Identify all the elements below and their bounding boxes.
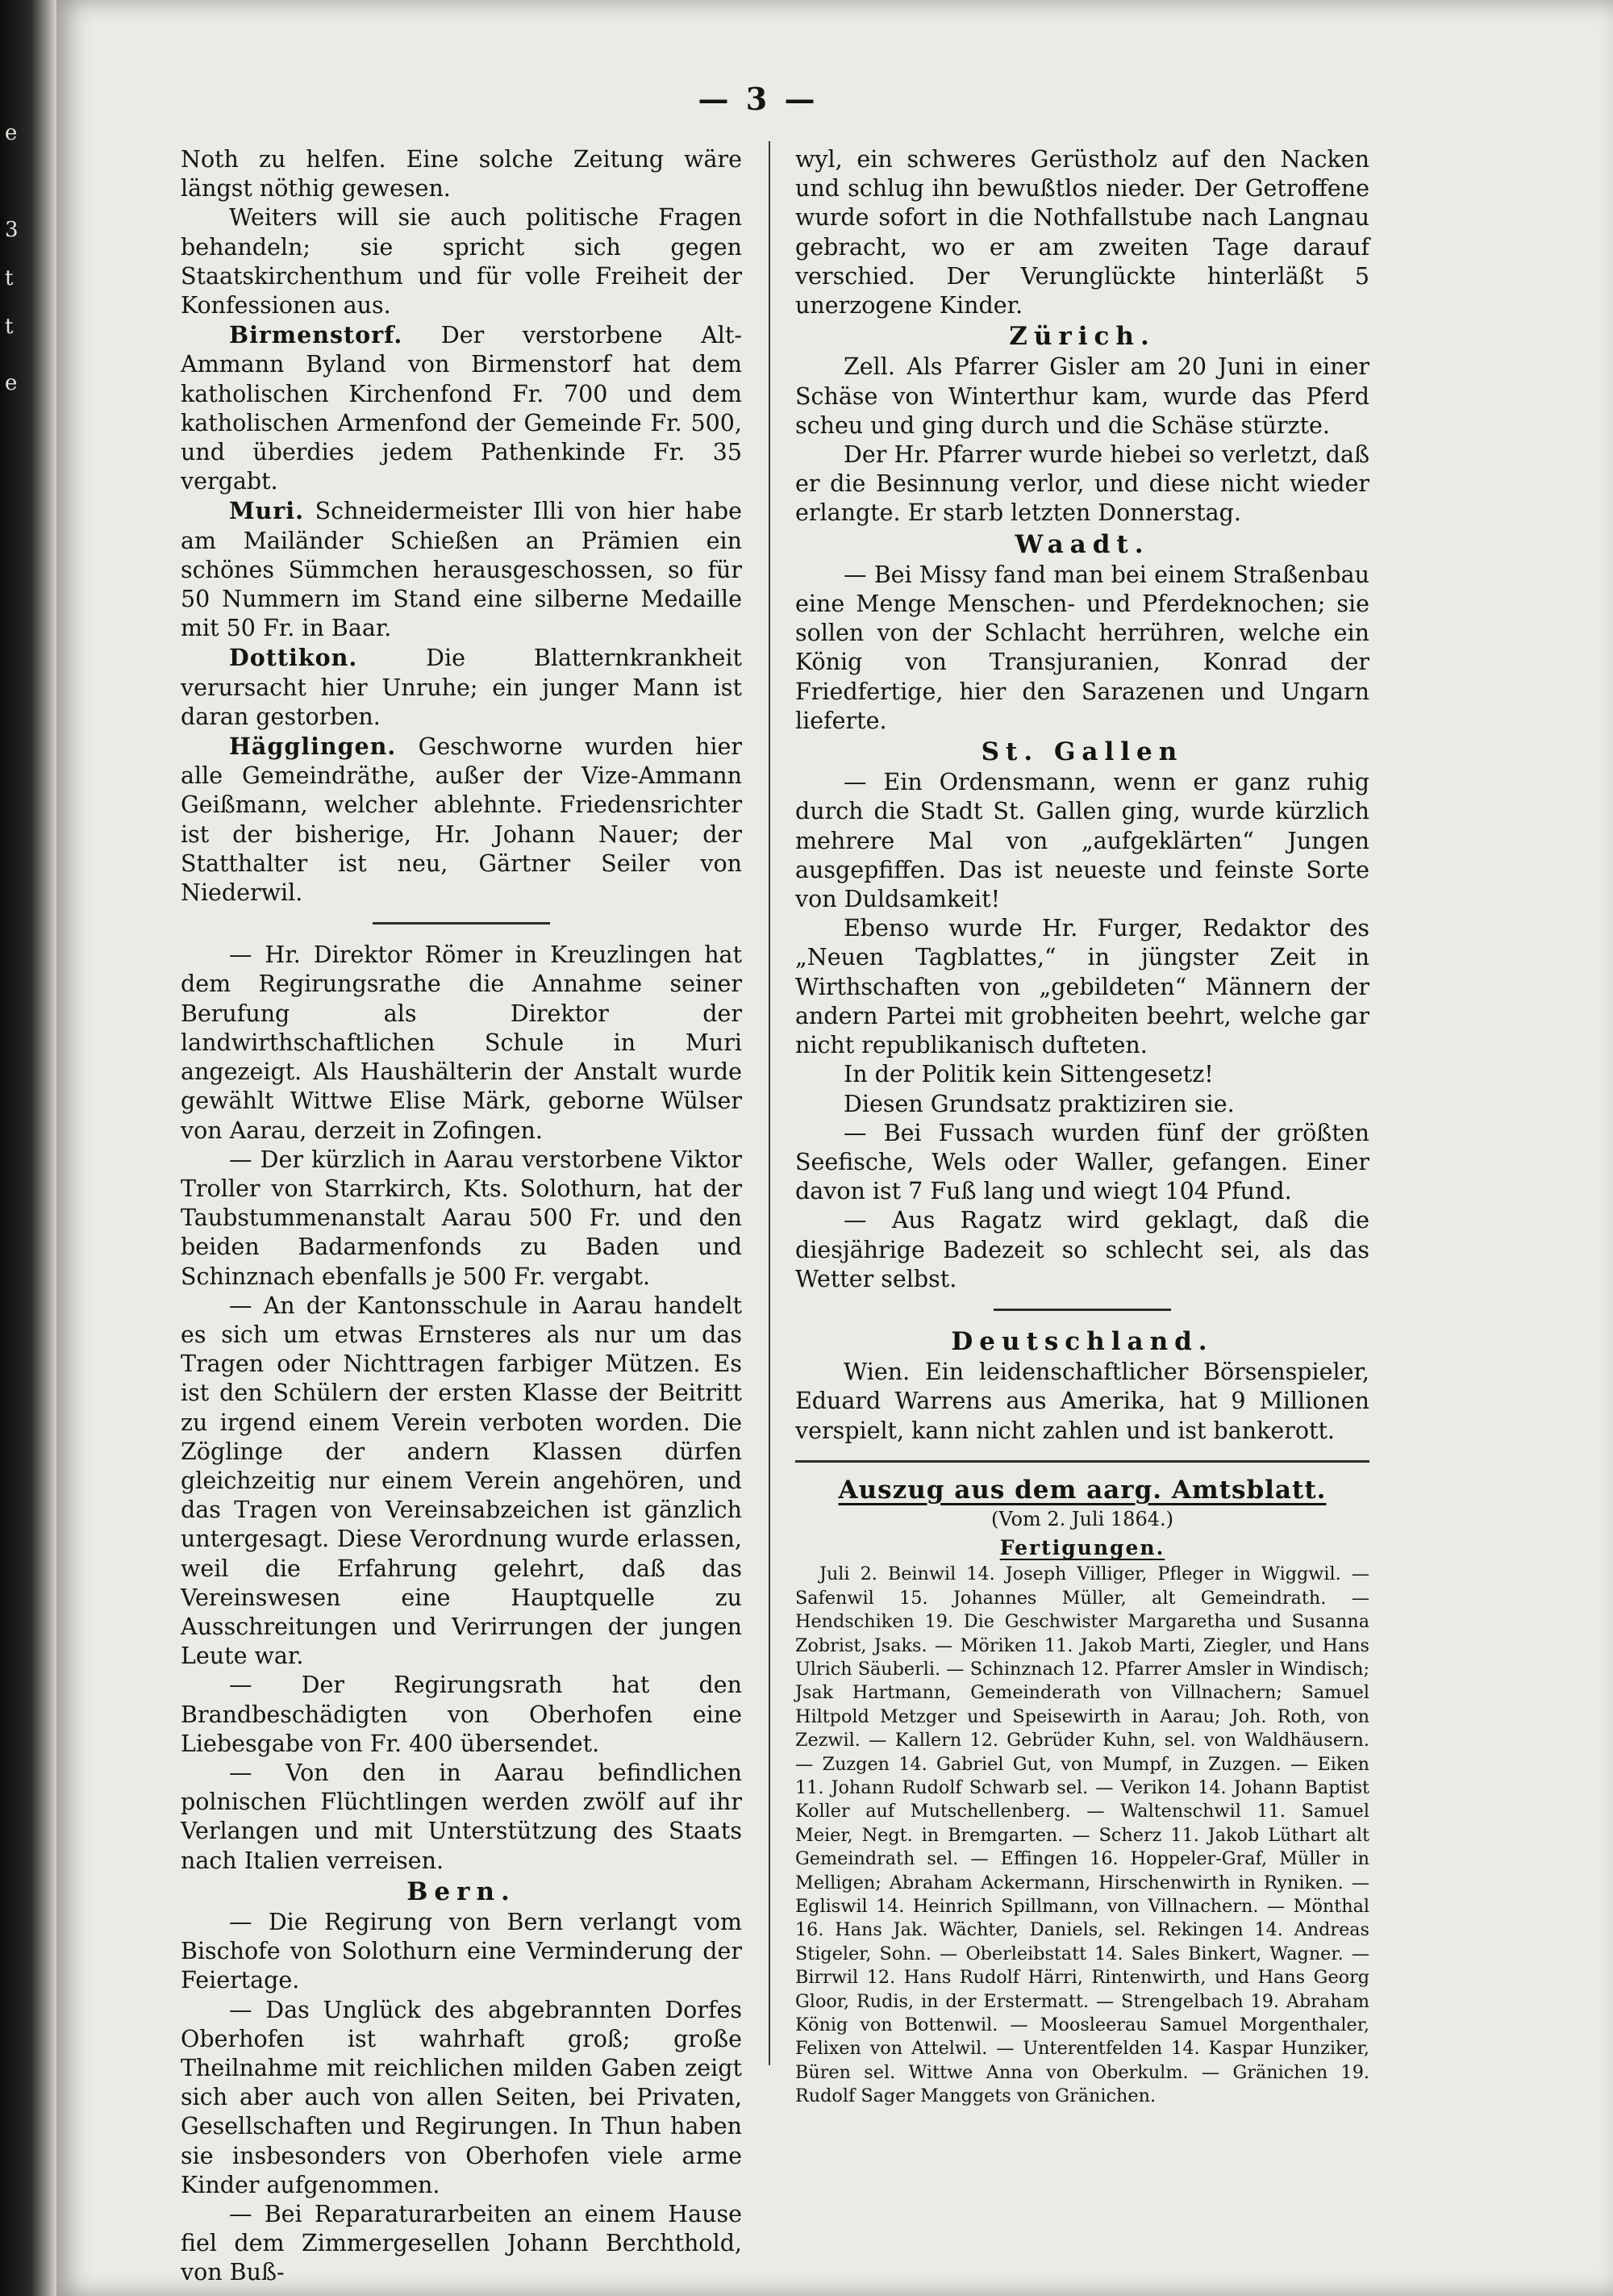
article-paragraph <box>795 1358 1369 1446</box>
section-heading: Deutschland. <box>951 1326 1214 1356</box>
facing-page-fragment: t <box>5 315 14 339</box>
article-paragraph <box>181 203 742 320</box>
place-name-heading: Hägglingen. <box>229 733 397 761</box>
article-paragraph <box>795 145 1369 320</box>
paragraph-text: — Bei Reparaturarbeiten an einem Hause fiel dem Zimmergesellen Johann Berchthold, von Buß- <box>181 2201 742 2286</box>
section-heading: Bern. <box>406 1876 516 1906</box>
paragraph-text: Geschworne wurden hier alle Gemeindräthe, außer der Vize-Ammann Geißmann, welcher ablehnte. Friedensrichter ist der bisherige, Hr. Johann Nauer; der Statthalter ist neu, Gärtner Seiler von Niederwil. <box>181 733 742 907</box>
article-paragraph <box>795 440 1369 528</box>
article-paragraph <box>795 1206 1369 1294</box>
paragraph-text: Schneidermeister Illi von hier habe am Mailänder Schießen an Prämien ein schönes Sümmchen herausgeschossen, so für 50 Nummern im Stand eine silberne Medaille mit 50 Fr. in Baar. <box>181 498 742 642</box>
paragraph-text: — Die Regirung von Bern verlangt vom Bischofe von Solothurn eine Verminderung der Feiertage. <box>181 1908 742 1994</box>
article-paragraph <box>181 145 742 203</box>
column-divider <box>769 141 770 2065</box>
paragraph-text: — Aus Ragatz wird geklagt, daß die diesjährige Badezeit so schlecht sei, als das Wetter selbst. <box>795 1207 1369 1292</box>
article-paragraph <box>795 353 1369 440</box>
article-paragraph <box>181 1996 742 2200</box>
paragraph-text: Ebenso wurde Hr. Furger, Redaktor des „Neuen Tagblattes,“ in jüngster Zeit in Wirthschaften von „gebildeten“ Männern der andern Partei mit grobheiten beehrt, welche gar nicht republikanisch dufteten. <box>795 915 1369 1059</box>
facing-page-fragment: e <box>5 121 18 145</box>
article-paragraph <box>795 1119 1369 1207</box>
section-divider <box>994 1309 1171 1311</box>
paragraph-text: — Bei Missy fand man bei einem Straßenbau eine Menge Menschen- und Pferdeknochen; sie sollen von der Schlacht herrühren, welche ein König von Transjuranien, Konrad der Friedfertige, hier den Sarazenen und Ungarn lieferte. <box>795 561 1369 734</box>
article-paragraph <box>181 643 742 732</box>
paragraph-text: — Bei Fussach wurden fünf der größten Seefische, Wels oder Waller, gefangen. Einer davon ist 7 Fuß lang und wiegt 104 Pfund. <box>795 1119 1369 1205</box>
section-heading: St. Gallen <box>981 737 1184 767</box>
excerpt-divider <box>795 1460 1369 1463</box>
facing-page-fragment: e <box>5 371 18 395</box>
paragraph-text: Der Hr. Pfarrer wurde hiebei so verletzt, daß er die Besinnung verlor, und diese nicht wieder erlangte. Er starb letzten Donnerstag. <box>795 441 1369 527</box>
article-paragraph <box>181 1292 742 1672</box>
paragraph-text: — Hr. Direktor Römer in Kreuzlingen hat dem Regirungsrathe die Annahme seiner Berufung als Direktor der landwirthschaftlichen Schule in Muri angezeigt. Als Haushälterin der Anstalt wurde gewählt Wittwe Elise Märk, geborne Wülser von Aarau, derzeit in Zofingen. <box>181 941 742 1144</box>
paragraph-text: — Der kürzlich in Aarau verstorbene Viktor Troller von Starrkirch, Kts. Solothurn, hat der Taubstummenanstalt Aarau 500 Fr. und den beiden Badarmenfonds zu Baden und Schinznach ebenfalls je 500 Fr. vergabt. <box>181 1146 742 1290</box>
paragraph-text: — Der Regirungsrath hat den Brandbeschädigten von Oberhofen eine Liebesgabe von Fr. 400 übersendet. <box>181 1672 742 1757</box>
article-paragraph <box>181 1146 742 1292</box>
paragraph-text: In der Politik kein Sittengesetz! <box>844 1061 1214 1088</box>
place-name-heading: Dottikon. <box>229 644 358 672</box>
article-paragraph <box>181 496 742 643</box>
paragraph-text: Noth zu helfen. Eine solche Zeitung wäre längst nöthig gewesen. <box>181 146 742 202</box>
article-paragraph <box>795 1060 1369 1089</box>
excerpt-title: Auszug aus dem aarg. Amtsblatt. <box>838 1475 1327 1505</box>
book-spine-edge <box>0 0 56 2296</box>
article-paragraph <box>795 561 1369 736</box>
article-paragraph <box>795 914 1369 1060</box>
article-paragraph <box>181 1908 742 1996</box>
left-column <box>181 145 742 2288</box>
paragraph-text: — Das Unglück des abgebrannten Dorfes Oberhofen ist wahrhaft groß; große Theilnahme mit reichlichen milden Gaben zeigt sich aber auch von allen Seiten, bei Privaten, Gesellschaften und Regirungen. In Thun haben sie insbesonders von Oberhofen viele arme Kinder aufgenommen. <box>181 1996 742 2198</box>
section-heading: Waadt. <box>1015 529 1150 559</box>
section-divider <box>373 922 550 925</box>
place-name-heading: Birmenstorf. <box>229 321 403 349</box>
paragraph-text: Zell. Als Pfarrer Gisler am 20 Juni in einer Schäse von Winterthur kam, wurde das Pferd scheu und ging durch und die Schäse stürzte. <box>795 353 1369 439</box>
paragraph-text: Diesen Grundsatz praktiziren sie. <box>844 1090 1235 1117</box>
article-paragraph <box>181 1759 742 1876</box>
paragraph-text: wyl, ein schweres Gerüstholz auf den Nacken und schlug ihn bewußtlos nieder. Der Getroffene wurde sofort in die Nothfallstube nach Langnau gebracht, wo er am zweiten Tage darauf verschied. Der Verunglückte hinterläßt 5 unerzogene Kinder. <box>795 146 1369 319</box>
article-paragraph <box>181 732 742 908</box>
paragraph-text: — Ein Ordensmann, wenn er ganz ruhig durch die Stadt St. Gallen ging, wurde kürzlich mehrere Mal von „aufgeklärten“ Jungen ausgepfiffen. Das ist neueste und feinste Sorte von Duldsamkeit! <box>795 769 1369 913</box>
article-paragraph <box>795 768 1369 914</box>
right-column <box>795 145 1369 2109</box>
paragraph-text: Der verstorbene Alt-Ammann Byland von Birmenstorf hat dem katholischen Kirchenfond Fr. 700 und dem katholischen Armenfond der Gemeinde Fr. 500, und überdies jedem Pathenkinde Fr. 35 vergabt. <box>181 322 742 495</box>
paragraph-text: Wien. Ein leidenschaftlicher Börsenspieler, Eduard Warrens aus Amerika, hat 9 Millionen verspielt, kann nicht zahlen und ist bankerott. <box>795 1359 1369 1444</box>
article-paragraph <box>181 320 742 496</box>
place-name-heading: Muri. <box>229 497 305 525</box>
facing-page-fragment: t <box>5 266 14 290</box>
paragraph-text: Die Blatternkrankheit verursacht hier Unruhe; ein junger Mann ist daran gestorben. <box>181 645 742 730</box>
article-paragraph <box>795 1090 1369 1119</box>
facing-page-fragment: 3 <box>5 218 19 242</box>
paragraph-text: — An der Kantonsschule in Aarau handelt es sich um etwas Ernsteres als nur um das Tragen oder Nichttragen farbiger Mützen. Es ist den Schülern der ersten Klasse der Beitritt zu irgend einem Verein verboten worden. Die Zöglinge der andern Klassen dürfen gleichzeitig nur einem Verein angehören, und das Tragen von Vereinsabzeichen ist gänzlich untergesagt. Diese Verordnung wurde erlassen, weil die Erfahrung gelehrt, daß das Vereinswesen eine Hauptquelle zu Ausschreitungen und Verirrungen der jungen Leute war. <box>181 1292 742 1670</box>
section-heading: Zürich. <box>1009 322 1156 352</box>
page-number: — 3 — <box>698 81 819 117</box>
paragraph-text: — Von den in Aarau befindlichen polnischen Flüchtlingen werden zwölf auf ihr Verlangen und mit Unterstützung des Staats nach Italien verreisen. <box>181 1759 742 1874</box>
article-paragraph <box>181 1671 742 1759</box>
excerpt-date: (Vom 2. Juli 1864.) <box>991 1507 1173 1530</box>
article-paragraph <box>181 941 742 1145</box>
paragraph-text: Weiters will sie auch politische Fragen behandeln; sie spricht sich gegen Staatskirchenthum und für volle Freiheit der Konfessionen aus. <box>181 204 742 319</box>
excerpt-subtitle: Fertigungen. <box>999 1536 1165 1560</box>
article-paragraph <box>181 2200 742 2288</box>
excerpt-body: Juli 2. Beinwil 14. Joseph Villiger, Pfleger in Wiggwil. — Safenwil 15. Johannes Müller, alt Gemeindrath. — Hendschiken 19. Die Geschwister Margaretha und Susanna Zobrist, Jsaks. — Möriken 11. Jakob Marti, Ziegler, und Hans Ulrich Säuberli. — Schinznach 12. Pfarrer Amsler in Windisch; Jsak Hartmann, Gemeinderath von Villnachern; Samuel Hiltpold Metzger und Speisewirth in Aarau; Joh. Roth, von Zezwil. — Kallern 12. Gebrüder Kuhn, sel. von Waldhäusern. — Zuzgen 14. Gabriel Gut, von Mumpf, in Zuzgen. — Eiken 11. Johann Rudolf Schwarb sel. — Verikon 14. Johann Baptist Koller auf Mutschellenberg. — Waltenschwil 11. Samuel Meier, Negt. in Bremgarten. — Scherz 11. Jakob Lüthart alt Gemeindrath sel. — Effingen 16. Hoppeler-Graf, Müller in Melligen; Abraham Ackermann, Hirschenwirth in Ryniken. — Egliswil 14. Heinrich Spillmann, von Villnachern. — Mönthal 16. Hans Jak. Wächter, Daniels, sel. Rekingen 14. Andreas Stigeler, Sohn. — Oberleibstatt 14. Sales Binkert, Wagner. — Birrwil 12. Hans Rudolf Härri, Rintenwirth, und Hans Georg Gloor, Rudis, in der Erstermatt. — Strengelbach 19. Abraham König von Bottenwil. — Moosleerau Samuel Morgenthaler, Felixen von Attelwil. — Unterentfelden 14. Kaspar Hunziker, Büren sel. Wittwe Anna von Oberkulm. — Gränichen 19. Rudolf Sager Manggets von Gränichen. <box>795 1563 1369 2107</box>
